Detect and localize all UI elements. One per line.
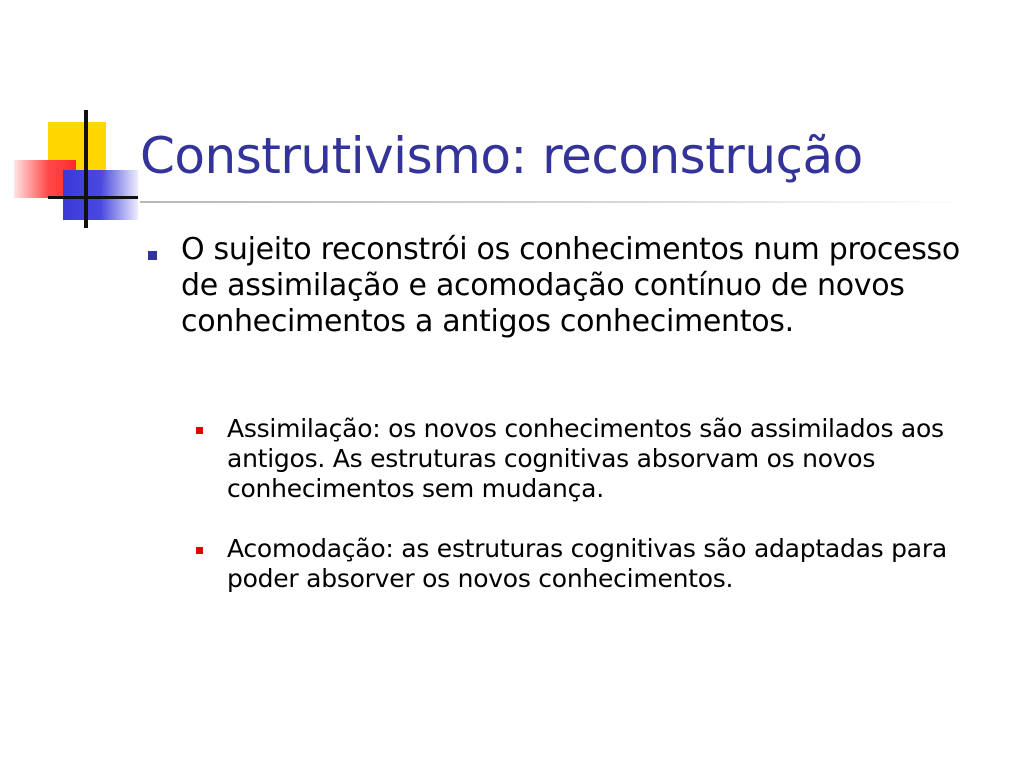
sub-bullet-text: Acomodação: as estruturas cognitivas são adaptadas para poder absorver os novos conhecimentos. — [227, 534, 947, 593]
square-bullet-icon — [148, 251, 157, 260]
square-bullet-icon — [196, 427, 203, 434]
sub-bullet-item-acomodacao — [196, 534, 986, 594]
sub-bullet-item-assimilacao — [196, 414, 986, 504]
bullet-item — [148, 232, 968, 340]
bullet-text: O sujeito reconstrói os conhecimentos num processo de assimilação e acomodação contínuo de novos conhecimentos a antigos conhecimentos. — [181, 232, 960, 339]
sub-bullet-text: Assimilação: os novos conhecimentos são assimilados aos antigos. As estruturas cognitivas absorvam os novos conhecimentos sem mudança. — [227, 414, 944, 503]
slide-title: Construtivismo: reconstrução — [140, 127, 863, 185]
blue-square-shape — [63, 170, 138, 220]
title-underline — [140, 201, 970, 203]
square-bullet-icon — [196, 547, 203, 554]
decorative-squares-logo — [0, 0, 150, 240]
vertical-line-shape — [84, 110, 88, 228]
horizontal-line-shape — [48, 196, 138, 199]
